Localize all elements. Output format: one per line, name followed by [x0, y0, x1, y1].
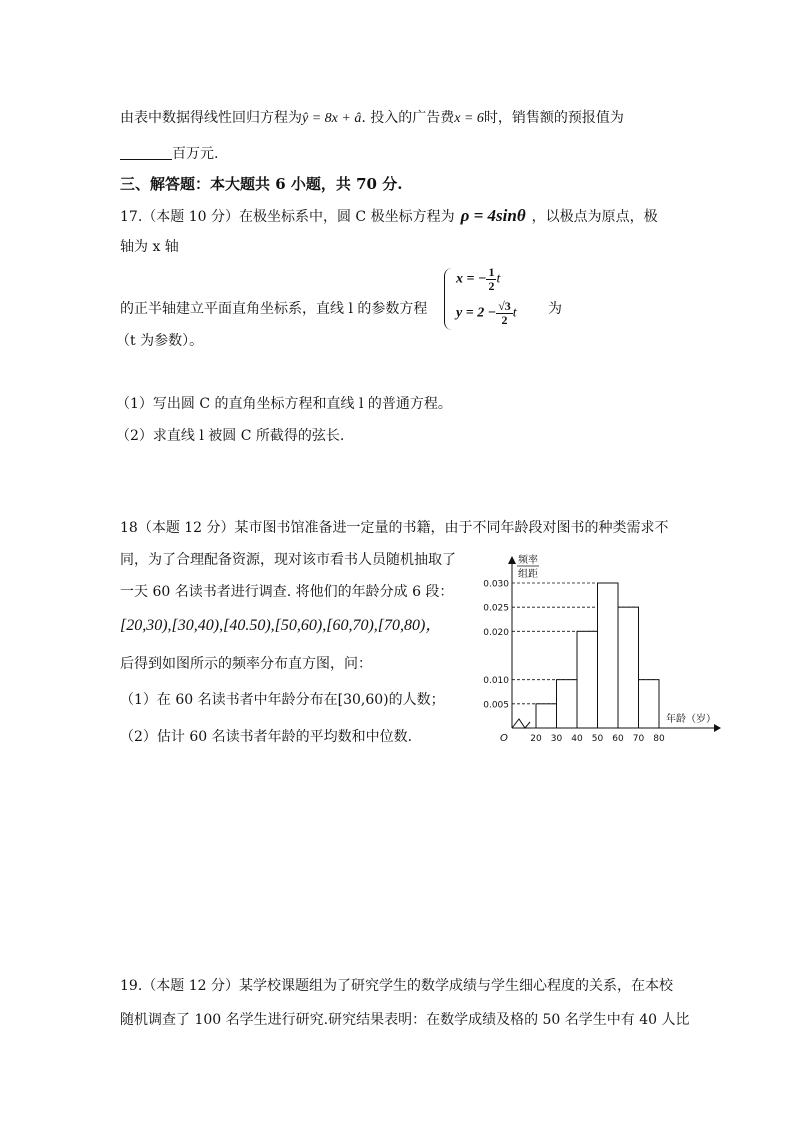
q18-line-1: 18（本题 12 分）某市图书馆准备进一定量的书籍，由于不同年龄段对图书的种类需求不 [120, 520, 669, 536]
q17-line-3-tail: 为 [548, 301, 562, 317]
y-tick-label: 0.030 [483, 579, 509, 590]
x-tick-label: 30 [550, 734, 563, 744]
histogram-bar [577, 631, 598, 728]
q19-line-1: 19.（本题 12 分）某学校课题组为了研究学生的数学成绩与学生细心程度的关系，在本校 [120, 978, 673, 994]
regression-text-2: 时，销售额的预报值为 [483, 110, 624, 126]
ad-cost-condition: x = 6 [454, 111, 484, 126]
x-tick-label: 50 [591, 734, 604, 744]
param-equation-brace [444, 268, 455, 330]
q17-line-3: 的正半轴建立平面直角坐标系，直线 l 的参数方程 [120, 301, 428, 317]
param-equation-x: x = − $\frac{1}{2}$ t [456, 265, 501, 293]
q17-part-1: （1）写出圆 C 的直角坐标方程和直线 l 的普通方程。 [116, 396, 452, 412]
q18-line-3: 一天 60 名读书者进行调查. 将他们的年龄分成 6 段： [120, 584, 454, 600]
histogram-bar [557, 680, 578, 728]
y-axis-label-numerator: 频率 [518, 555, 538, 566]
q17-line-4: （t 为参数）。 [116, 333, 204, 349]
histogram-bar [639, 680, 660, 728]
y-tick-label: 0.020 [483, 627, 509, 638]
x-tick-label: 20 [530, 734, 542, 744]
regression-text: . 投入的广告费 [361, 110, 455, 126]
y-tick-label: 0.025 [483, 603, 509, 614]
x-tick-label: 40 [571, 734, 583, 744]
q18-part-1: （1）在 60 名读书者中年龄分布在[30,60)的人数； [120, 692, 445, 708]
y-tick-label: 0.005 [483, 700, 509, 711]
q19-line-2: 随机调查了 100 名学生进行研究.研究结果表明：在数学成绩及格的 50 名学生中有 40 人比 [120, 1012, 690, 1028]
answer-blank[interactable] [120, 145, 172, 160]
regression-equation: ŷ = 8x + â [302, 111, 362, 126]
fill-blank-line-1 [120, 108, 624, 129]
histogram-bar [598, 583, 619, 728]
unit-text: 百万元. [172, 146, 219, 162]
q18-line-5: 后得到如图所示的频率分布直方图，问： [120, 656, 372, 672]
y-axis-label-denominator: 组距 [518, 569, 538, 580]
frequency-histogram [483, 548, 730, 748]
y-tick-label: 0.010 [483, 676, 509, 687]
q17-line-1 [120, 206, 658, 227]
q18-age-intervals: [20,30),[30,40),[40.50),[50,60),[60,70),[70,80)， [120, 617, 442, 634]
q18-line-2: 同，为了合理配备资源，现对该市看书人员随机抽取了 [120, 552, 456, 568]
polar-equation: ρ = 4sinθ [460, 206, 526, 225]
y-axis-arrow [508, 556, 516, 564]
section-heading: 三、解答题：本大题共 6 小题，共 70 分. [120, 175, 403, 193]
q17-line-2: 轴为 x 轴 [120, 239, 179, 255]
q17-part-2: （2）求直线 l 被圆 C 所截得的弦长. [116, 428, 345, 444]
x-tick-label: 70 [632, 734, 645, 744]
regression-intro: 由表中数据得线性回归方程为 [120, 110, 302, 126]
origin-label: O [500, 733, 508, 744]
x-tick-label: 80 [653, 734, 665, 744]
q17-head: 17.（本题 10 分）在极坐标系中，圆 C 极坐标方程为 [120, 209, 455, 225]
histogram-bar [618, 607, 639, 728]
q17-head-tail: ，以极点为原点，极 [531, 209, 658, 225]
x-axis-label: 年龄（岁） [666, 714, 716, 725]
q18-part-2: （2）估计 60 名读书者年龄的平均数和中位数. [120, 729, 413, 745]
chart-bars [536, 583, 659, 728]
axis-break-mark [512, 719, 530, 728]
fill-blank-line-2 [120, 144, 218, 164]
x-tick-label: 60 [612, 734, 624, 744]
param-equation-y: y = 2 − $\frac{√3}{2}$ t [456, 299, 517, 327]
histogram-bar [536, 704, 557, 728]
x-axis-arrow [714, 724, 721, 732]
